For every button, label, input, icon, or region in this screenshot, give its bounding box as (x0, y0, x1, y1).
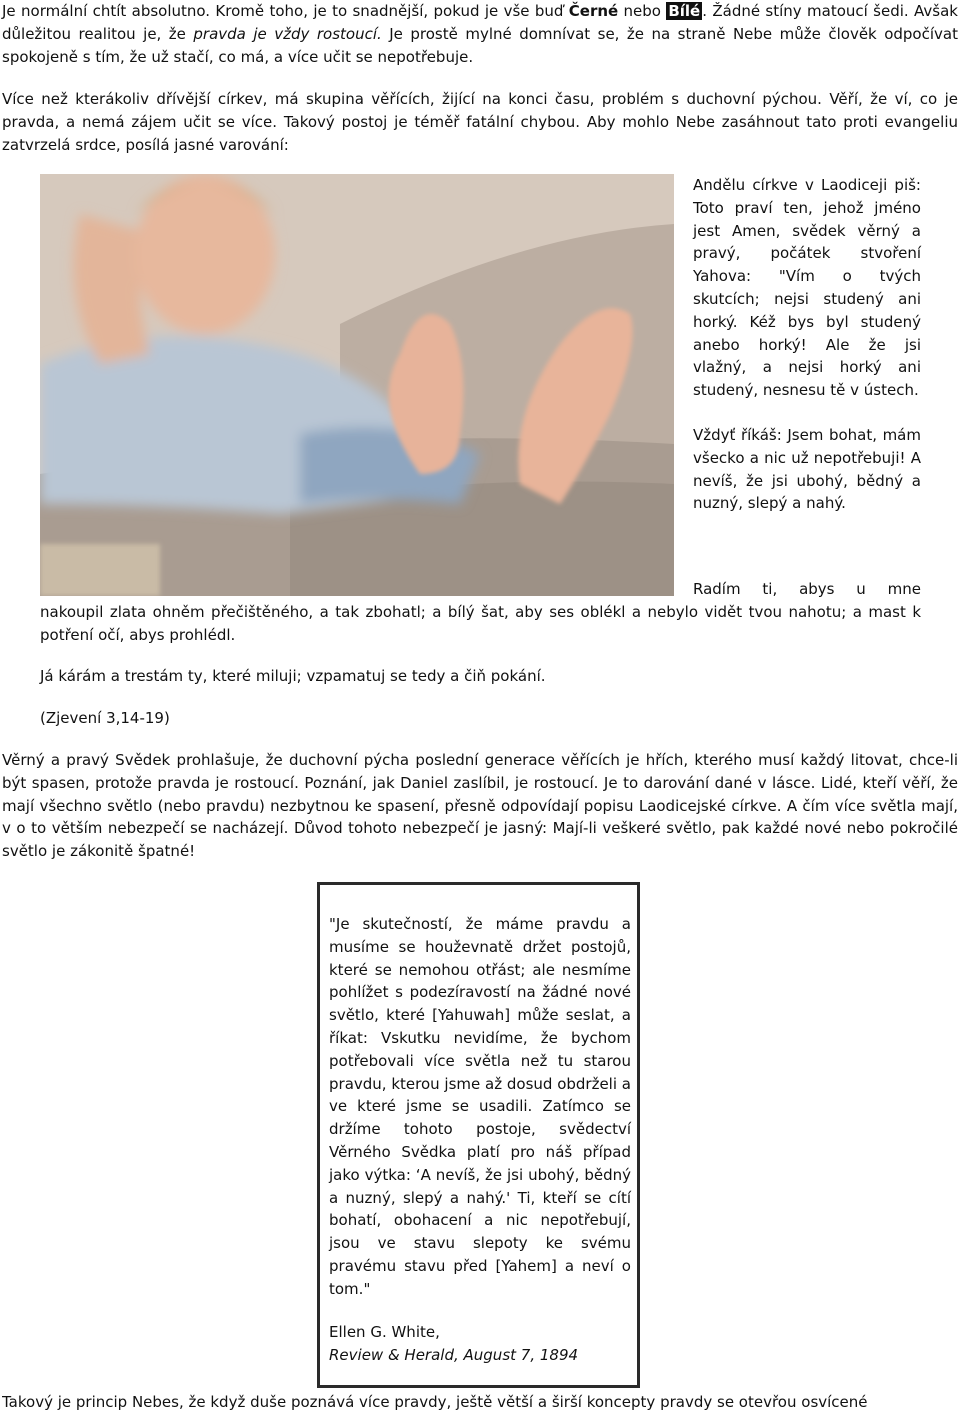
intro-paragraph-1 (2, 0, 958, 68)
scripture-continuation: nakoupil zlata ohněm přečištěného, a tak zbohatl; a bílý šat, aby ses oblékl a nebylo vidět tvou nahotu; a mast k potření očí, abys prohlédl. (40, 602, 921, 644)
intro-text: nebo (618, 2, 667, 20)
scripture-quote-column (693, 174, 921, 537)
callout-author: Ellen G. White, (329, 1323, 440, 1341)
body-paragraph-2: Takový je princip Nebes, že když duše poznává více pravdy, ještě větší a širší koncepty pravdy se otevřou osvícené (2, 1393, 868, 1411)
body-paragraph-1: Věrný a pravý Svědek prohlašuje, že duchovní pýcha poslední generace věřících je hřích, kterého musí každý litovat, chce-li být spasen, protože pravda je rostoucí. Poznání, jak Daniel zaslíbil, je rostoucí. Je to darování dané v lásce. Lidé, kteří věří, že mají všechno světlo (nebo pravdu) nezbytnou ke spasení, přesně odpovídají popisu Laodicejské církve. A čím více světla mají, v o to větším nebezpečí se nacházejí. Důvod tohoto nebezpečí je jasný: Mají-li veškeré světlo, pak každé nové nebo pokročilé světlo je zákonitě špatné! (2, 751, 958, 861)
photo-illustration (40, 174, 674, 596)
relaxing-man-photo (40, 174, 674, 596)
callout-source-text: Review & Herald, August 7, 1894 (329, 1345, 579, 1364)
callout-signature (329, 1321, 631, 1367)
intro-text: . Žádné stíny matoucí šedi. Avšak důležitou realitou je, že (2, 2, 958, 43)
scripture-paragraph-4: Já kárám a trestám ty, které miluji; vzpamatuj se tedy a čiň pokání. (40, 667, 546, 685)
intro-text: Je prostě mylné domnívat se, že na straně Nebe může člověk odpočívat spokojeně s tím, že už stačí, co má, a více učit se nepotřebuje. (2, 24, 958, 66)
word-white-highlight: Bílé (668, 2, 701, 20)
callout-quote: "Je skutečností, že máme pravdu a musíme se houževnatě držet postojů, které se nemohou otřást; ale nesmíme pohlížet s podezíravostí na žádné nové světlo, které [Yahuwah] může seslat, a říkat: Vskutku nevidíme, že bychom potřebovali více světla než tu starou pravdu, kterou jsme až dosud obdrželi a ve které jsme se usadili. Zatímco se držíme tohoto postoje, svědectví Věrného Svědka platí pro náš případ jako výtka: ‘A nevíš, že jsi ubohý, bědný a nuzný, slepý a nahý.' Ti, kteří se cítí bohatí, obohacení a nic nepotřebují, jsou ve stavu slepoty ke svému pravému stavu před [Yahem] a neví o tom." (329, 915, 631, 1298)
callout-source (329, 1344, 631, 1367)
emphasis-text: pravda je vždy rostoucí. (193, 24, 382, 43)
scripture-reference: (Zjevení 3,14-19) (40, 709, 170, 727)
word-black: Černé (568, 2, 619, 20)
scripture-line-start: Radím ti, abys u mne (693, 580, 921, 598)
quote-callout-box (317, 882, 640, 1388)
scripture-paragraph-2: Vždyť říkáš: Jsem bohat, mám všecko a nic už nepotřebuji! A nevíš, že jsi ubohý, bědný a nuzný, slepý a nahý. (693, 425, 921, 513)
scripture-paragraph-3 (40, 578, 921, 646)
scripture-paragraph-1: Andělu církve v Laodiceji piš: Toto praví ten, jehož jméno jest Amen, svědek věrný a pravý, počátek stvoření Yahova: "Vím o tvých skutcích; nejsi studený ani horký. Kéž bys byl studený anebo horký! Ale že jsi vlažný, a nejsi horký ani studený, nesnesu tě v ústech. (693, 176, 921, 400)
intro-paragraph-2: Více než kterákoliv dřívější církev, má skupina věřících, žijící na konci času, problém s duchovní pýchou. Věří, že ví, co je pravda, a nemá zájem učit se více. Takový postoj je téměř fatální chybou. Aby mohlo Nebe zasáhnout tato proti evangeliu zatvrzelá srdce, posílá jasné varování: (2, 90, 958, 154)
intro-text: Je normální chtít absolutno. Kromě toho, je to snadnější, pokud je vše buď (2, 2, 569, 20)
